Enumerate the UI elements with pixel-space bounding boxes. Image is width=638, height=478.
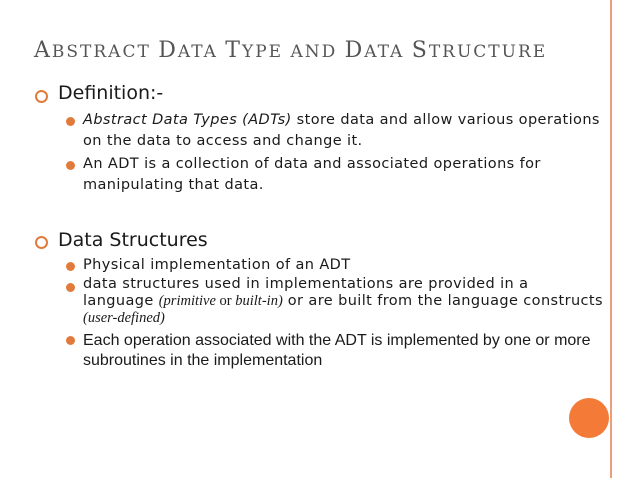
slide-title: ABSTRACT DATA TYPE AND DATA STRUCTURE [34,38,548,63]
definition-bullet-1: Abstract Data Types (ADTs) store data and allow various operations on the data to access and change it. [83,112,600,149]
dot-bullet-icon [66,336,75,345]
dot-bullet-icon [66,161,75,170]
dot-bullet-icon [66,117,75,126]
dot-bullet-icon [66,262,75,271]
section-heading-data-structures: Data Structures [58,229,208,251]
section-heading-definition: Definition:- [58,82,164,104]
vertical-accent-line [610,0,612,478]
data-structures-bullet-1: Physical implementation of an ADT [83,257,351,273]
definition-bullet-2: An ADT is a collection of data and associated operations for manipulating that data. [83,156,541,193]
dot-bullet-icon [66,283,75,292]
orange-circle-decoration [569,398,609,438]
ring-bullet-icon [35,236,48,249]
data-structures-bullet-3: Each operation associated with the ADT is implemented by one or more subroutines in the implementation [83,332,591,369]
data-structures-bullet-2: data structures used in implementations are provided in a language (primitive or built-in) or are built from the language constructs (user-defined) [83,276,603,326]
ring-bullet-icon [35,90,48,103]
